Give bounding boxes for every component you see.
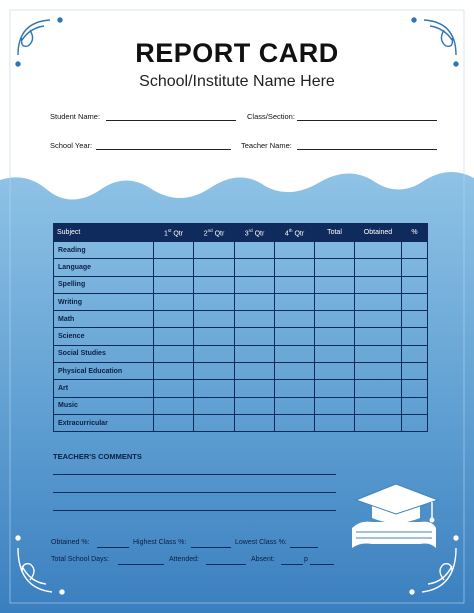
school-name: School/Institute Name Here [139,73,335,90]
obtained-percent-label: Obtained %: [51,539,90,546]
percent-cell[interactable] [402,363,428,380]
grade-cell[interactable] [275,345,315,362]
header-obtained: Obtained [355,224,402,242]
absent-field[interactable] [281,564,303,565]
attended-field[interactable] [206,564,246,565]
percent-cell[interactable] [402,293,428,310]
grade-cell[interactable] [275,414,315,431]
student-name-label: Student Name: [50,112,101,121]
grade-cell[interactable] [235,276,275,293]
grade-cell[interactable] [275,311,315,328]
grade-cell[interactable] [235,242,275,259]
grade-cell[interactable] [194,328,235,345]
attended-label: Attended: [169,556,199,563]
header-subject: Subject [54,224,154,242]
percent-cell[interactable] [402,242,428,259]
subject-cell: Math [54,311,154,328]
obtained-cell[interactable] [355,397,402,414]
total-school-days-label: Total School Days: [51,556,109,563]
grade-cell[interactable] [275,242,315,259]
grade-cell[interactable] [235,345,275,362]
absent-suffix: p [304,556,308,563]
grade-cell[interactable] [154,259,194,276]
grade-cell[interactable] [275,276,315,293]
highest-class-field[interactable] [191,547,231,548]
grade-cell[interactable] [194,311,235,328]
subject-cell: Social Studies [54,345,154,362]
obtained-cell[interactable] [355,363,402,380]
obtained-cell[interactable] [355,242,402,259]
subject-cell: Art [54,380,154,397]
grade-cell[interactable] [235,293,275,310]
grade-cell[interactable] [154,242,194,259]
grade-cell[interactable] [194,380,235,397]
total-cell[interactable] [315,345,355,362]
percent-cell[interactable] [402,328,428,345]
obtained-cell[interactable] [355,345,402,362]
grade-cell[interactable] [275,380,315,397]
percent-cell[interactable] [402,311,428,328]
grade-cell[interactable] [194,259,235,276]
total-cell[interactable] [315,242,355,259]
school-year-label: School Year: [50,141,93,150]
grade-cell[interactable] [275,259,315,276]
total-cell[interactable] [315,414,355,431]
subject-cell: Science [54,328,154,345]
comment-line[interactable] [53,492,336,493]
obtained-cell[interactable] [355,311,402,328]
table-row [54,328,428,345]
total-cell[interactable] [315,380,355,397]
grade-cell[interactable] [194,363,235,380]
comment-line[interactable] [53,474,336,475]
subject-cell: Reading [54,242,154,259]
total-cell[interactable] [315,311,355,328]
grade-cell[interactable] [194,293,235,310]
grade-cell[interactable] [154,380,194,397]
grade-cell[interactable] [154,345,194,362]
grade-cell[interactable] [235,259,275,276]
total-cell[interactable] [315,276,355,293]
obtained-cell[interactable] [355,259,402,276]
grade-cell[interactable] [194,242,235,259]
teacher-name-label: Teacher Name: [241,141,292,150]
header-percent: % [402,224,428,242]
grade-cell[interactable] [154,414,194,431]
obtained-cell[interactable] [355,414,402,431]
teachers-comments-title: TEACHER'S COMMENTS [53,452,142,461]
class-section-field[interactable] [297,120,437,121]
class-section-label: Class/Section: [247,112,295,121]
total-school-days-field[interactable] [118,564,164,565]
subject-cell: Spelling [54,276,154,293]
table-row [54,380,428,397]
grade-cell[interactable] [235,397,275,414]
grade-cell[interactable] [275,293,315,310]
total-cell[interactable] [315,293,355,310]
grade-cell[interactable] [235,414,275,431]
absent-label: Absent: [251,556,275,563]
grade-cell[interactable] [235,363,275,380]
grade-cell[interactable] [275,363,315,380]
table-row [54,276,428,293]
table-row [54,259,428,276]
obtained-cell[interactable] [355,328,402,345]
table-header-row [54,224,428,242]
table-row [54,242,428,259]
subject-cell: Physical Education [54,363,154,380]
header-total: Total [315,224,355,242]
percent-cell[interactable] [402,259,428,276]
subject-cell: Extracurricular [54,414,154,431]
percent-cell[interactable] [402,414,428,431]
grade-cell[interactable] [235,328,275,345]
obtained-cell[interactable] [355,380,402,397]
grade-cell[interactable] [154,293,194,310]
table-row [54,363,428,380]
grade-cell[interactable] [275,328,315,345]
grade-cell[interactable] [235,311,275,328]
highest-class-label: Highest Class %: [133,539,187,546]
total-cell[interactable] [315,259,355,276]
grade-cell[interactable] [154,276,194,293]
total-cell[interactable] [315,397,355,414]
grade-cell[interactable] [154,363,194,380]
grades-table [53,223,428,432]
percent-cell[interactable] [402,276,428,293]
comment-line[interactable] [53,510,336,511]
percent-cell[interactable] [402,380,428,397]
header-q1: 1st Qtr [154,224,194,242]
grade-cell[interactable] [194,276,235,293]
lowest-class-label: Lowest Class %: [235,539,287,546]
header-q4: 4th Qtr [275,224,315,242]
total-cell[interactable] [315,328,355,345]
obtained-cell[interactable] [355,293,402,310]
total-cell[interactable] [315,363,355,380]
grade-cell[interactable] [275,397,315,414]
table-row [54,345,428,362]
student-name-field[interactable] [106,120,236,121]
subject-cell: Music [54,397,154,414]
absent-field-extension[interactable] [310,564,334,565]
lowest-class-field[interactable] [290,547,318,548]
grade-cell[interactable] [194,397,235,414]
table-row [54,311,428,328]
header-q2: 2nd Qtr [194,224,235,242]
grade-cell[interactable] [154,328,194,345]
grade-cell[interactable] [194,345,235,362]
obtained-percent-field[interactable] [97,547,129,548]
subject-cell: Writing [54,293,154,310]
percent-cell[interactable] [402,345,428,362]
grade-cell[interactable] [194,414,235,431]
percent-cell[interactable] [402,397,428,414]
page-title: REPORT CARD [135,38,339,68]
table-row [54,414,428,431]
table-row [54,293,428,310]
teacher-name-field[interactable] [297,149,437,150]
obtained-cell[interactable] [355,276,402,293]
grade-cell[interactable] [235,380,275,397]
grade-cell[interactable] [154,311,194,328]
subject-cell: Language [54,259,154,276]
table-row [54,397,428,414]
school-year-field[interactable] [96,149,231,150]
header-q3: 3rd Qtr [235,224,275,242]
grade-cell[interactable] [154,397,194,414]
